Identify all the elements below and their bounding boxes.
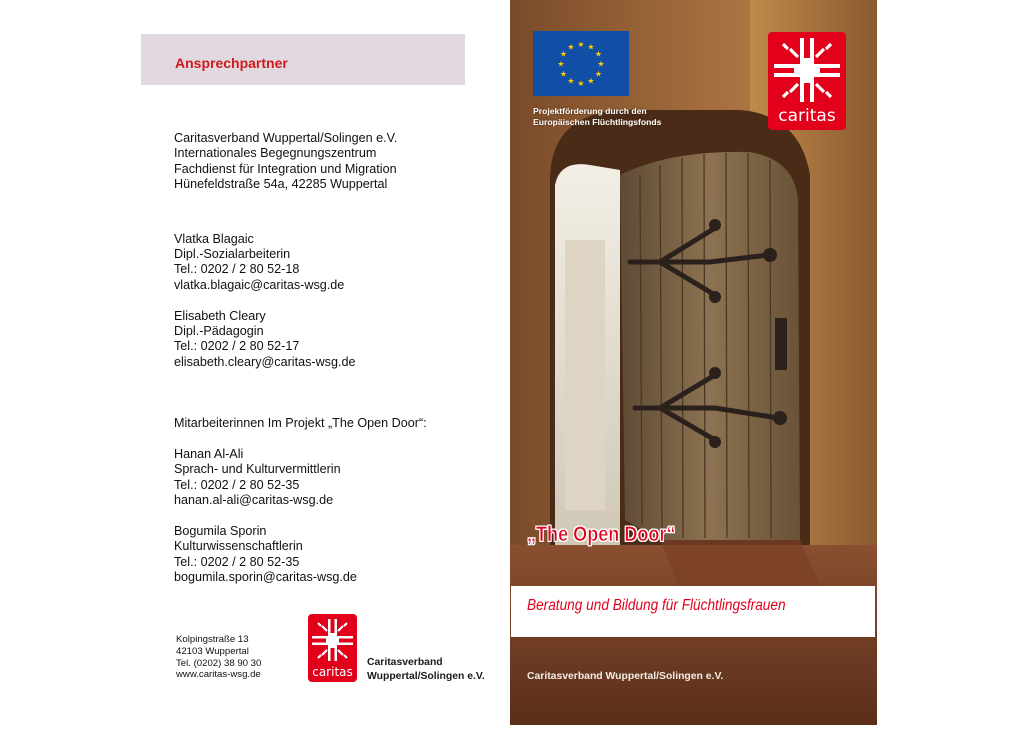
org-address-line: Hünefeldstraße 54a, 42285 Wuppertal xyxy=(174,177,388,192)
contact-card xyxy=(174,232,474,294)
svg-text:★: ★ xyxy=(567,76,575,86)
contact-phone: Tel.: 0202 / 2 80 52-17 xyxy=(174,339,300,354)
staff-phone: Tel.: 0202 / 2 80 52-35 xyxy=(174,477,300,492)
staff-card xyxy=(174,447,474,509)
org-address-line: Caritasverband Wuppertal/Solingen e.V. xyxy=(174,131,398,145)
contact-email[interactable]: elisabeth.cleary@caritas-wsg.de xyxy=(174,354,356,369)
org-name-line: Caritasverband xyxy=(367,657,443,668)
caritas-cross-icon xyxy=(768,32,846,108)
subtitle-band xyxy=(511,586,875,637)
caritas-wordmark: caritas xyxy=(312,665,353,679)
eu-funding-note xyxy=(533,106,661,129)
caritas-wordmark: caritas xyxy=(778,106,836,126)
footer-street: Kolpingstraße 13 xyxy=(176,634,249,645)
org-name-line: Wuppertal/Solingen e.V. xyxy=(367,670,485,682)
footer-address xyxy=(176,634,261,681)
contact-email[interactable]: vlatka.blagaic@caritas-wsg.de xyxy=(174,277,345,292)
svg-text:★: ★ xyxy=(577,40,585,49)
eu-stars-icon xyxy=(533,31,629,96)
svg-text:★: ★ xyxy=(557,59,565,69)
section-title: Ansprechpartner xyxy=(175,55,288,71)
contact-name: Vlatka Blagaic xyxy=(174,231,254,246)
cover-org-name: Caritasverband Wuppertal/Solingen e.V. xyxy=(527,671,724,682)
staff-name: Bogumila Sporin xyxy=(174,524,267,539)
contact-name: Elisabeth Cleary xyxy=(174,308,266,323)
svg-text:★: ★ xyxy=(594,49,603,59)
svg-text:★: ★ xyxy=(559,49,568,59)
cover-slogan: „The Open Door“ xyxy=(527,523,676,546)
footer-phone: Tel. (0202) 38 90 30 xyxy=(176,657,262,669)
org-address-line: Internationales Begegnungszentrum xyxy=(174,146,377,161)
staff-email[interactable]: hanan.al-ali@caritas-wsg.de xyxy=(174,493,334,508)
project-intro-block xyxy=(174,416,474,431)
eu-funding-line: Europäischen Flüchtlingsfonds xyxy=(533,117,662,128)
org-address-line: Fachdienst für Integration und Migration xyxy=(174,161,397,176)
eu-flag xyxy=(533,31,629,96)
staff-name: Hanan Al-Ali xyxy=(174,447,244,462)
svg-text:★: ★ xyxy=(567,42,575,52)
contact-title: Dipl.-Sozialarbeiterin xyxy=(174,247,291,262)
staff-phone: Tel.: 0202 / 2 80 52-35 xyxy=(174,554,300,569)
caritas-logo-large xyxy=(768,32,846,130)
org-name xyxy=(367,656,485,683)
caritas-logo-small xyxy=(308,614,357,682)
svg-text:★: ★ xyxy=(559,69,568,79)
staff-title: Sprach- und Kulturvermittlerin xyxy=(174,462,341,477)
svg-text:★: ★ xyxy=(577,79,585,88)
svg-text:★: ★ xyxy=(587,42,595,52)
eu-funding-line: Projektförderung durch den xyxy=(533,106,647,116)
contact-card xyxy=(174,309,474,371)
svg-text:★: ★ xyxy=(587,76,595,86)
staff-email[interactable]: bogumila.sporin@caritas-wsg.de xyxy=(174,570,357,585)
header-band xyxy=(141,34,465,85)
cover-subtitle: Beratung und Bildung für Flüchtlingsfrauen xyxy=(527,597,786,614)
org-address-block xyxy=(174,131,474,193)
svg-text:★: ★ xyxy=(594,69,603,79)
contact-phone: Tel.: 0202 / 2 80 52-18 xyxy=(174,262,300,277)
caritas-cross-icon xyxy=(308,614,357,666)
footer-city: 42103 Wuppertal xyxy=(176,645,249,657)
staff-card xyxy=(174,524,474,586)
project-intro: Mitarbeiterinnen Im Projekt „The Open Door“: xyxy=(174,416,427,431)
contact-list xyxy=(174,131,474,601)
staff-title: Kulturwissenschaftlerin xyxy=(174,539,303,554)
svg-text:★: ★ xyxy=(597,59,605,69)
contact-title: Dipl.-Pädagogin xyxy=(174,324,264,339)
footer-website[interactable]: www.caritas-wsg.de xyxy=(176,669,261,681)
